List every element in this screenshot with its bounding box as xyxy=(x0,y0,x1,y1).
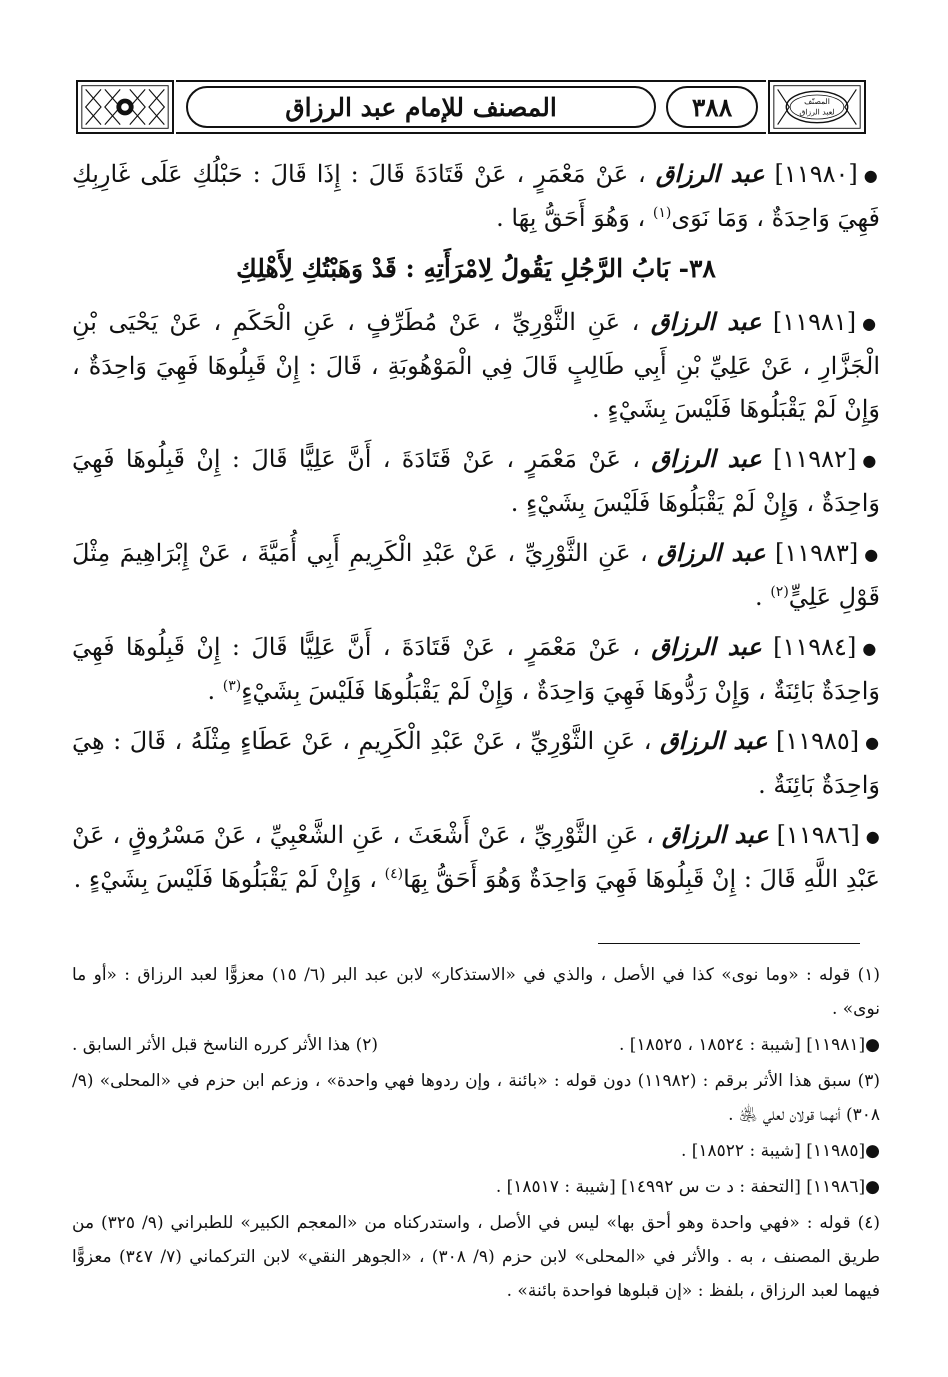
footnote-ref: (١) xyxy=(652,205,672,221)
hadith-entry: ●[١١٩٨٥] عبد الرزاق ، عَنِ الثَّوْرِيِّ ، عَنْ عَبْدِ الْكَرِيمِ ، عَنْ عَطَاءٍ مِثْلَهُ ، قَالَ : هِيَ وَاحِدَةٌ بَائِنَةٌ . xyxy=(72,726,880,799)
narrator-name: عبد الرزاق xyxy=(659,726,768,755)
hadith-entry: ●[١١٩٨٤] عبد الرزاق ، عَنْ مَعْمَرٍ ، عَنْ قَتَادَةَ ، أَنَّ عَلِيًّا قَالَ : إِنْ قَبِلُوهَا فَهِيَ وَاحِدَةٌ بَائِنَةٌ ، وَإِنْ رَدُّوهَا فَهِيَ وَاحِدَةٌ ، وَإِنْ لَمْ يَقْبَلُوهَا فَلَيْسَ بِشَيْءٍ$^{(٣)}$ . xyxy=(72,632,880,705)
footnote-ref: (٣) xyxy=(222,678,242,694)
emblem-seal-icon xyxy=(768,80,866,134)
narrator-name: عبد الرزاق xyxy=(655,159,765,188)
footnote-ref: (٢) xyxy=(770,584,789,600)
header-frame xyxy=(176,80,766,134)
footnotes xyxy=(72,958,880,1310)
footnote-divider xyxy=(598,943,860,944)
running-title: المصنف للإمام عبد الرزاق xyxy=(186,86,656,128)
footnote-4: (٤) قوله : «فهي واحدة وهو أحق بها» ليس في الأصل ، واستدركناه من «المعجم الكبير» للطبراني (٩/ ٣٢٥) من طريق المصنف ، به . والأثر في «المحلى» لابن حزم (٩/ ٣٠٨) ، «الجوهر النقي» لابن التركماني (٧/ ٣٤٧) معزوًّا فيهما لعبد الرزاق ، بلفظ : «إن قبلوها فواحدة بائنة» . xyxy=(72,1213,880,1301)
footnote-row xyxy=(72,1028,880,1062)
page-number: ٣٨٨ xyxy=(666,86,758,128)
hadith-entry: ●[١١٩٨١] عبد الرزاق ، عَنِ الثَّوْرِيِّ ، عَنْ مُطَرِّفٍ ، عَنِ الْحَكَمِ ، عَنْ يَحْيَى بْنِ الْجَزَّارِ ، عَنْ عَلِيِّ بْنِ أَبِي طَالِبٍ قَالَ فِي الْمَوْهُوبَةِ ، قَالَ : إِنْ قَبِلُوهَا فَهِيَ وَاحِدَةٌ ، وَإِنْ لَمْ يَقْبَلُوهَا فَلَيْسَ بِشَيْءٍ . xyxy=(72,307,880,423)
hadith-entry: ●[١١٩٨٦] عبد الرزاق ، عَنِ الثَّوْرِيِّ ، عَنْ أَشْعَثَ ، عَنِ الشَّعْبِيِّ ، عَنْ مَسْرُوقٍ ، عَنْ عَبْدِ اللَّهِ قَالَ : إِنْ قَبِلُوهَا فَهِيَ وَاحِدَةٌ وَهُوَ أَحَقُّ بِهَا$^{(٤)}$ ، وَإِنْ لَمْ يَقْبَلُوهَا فَلَيْسَ بِشَيْءٍ . xyxy=(72,820,880,893)
narrator-name: عبد الرزاق xyxy=(651,444,762,473)
footnote-1: (١) قوله : «وما نوى» كذا في الأصل ، والذي في «الاستذكار» لابن عبد البر (٦/ ١٥) معزوًّا لعبد الرزاق : «أو ما نوى» . xyxy=(72,965,881,1019)
source-ref-11985: ●[١١٩٨٥] [شيبة : ١٨٥٢٢] . xyxy=(680,1141,880,1161)
left-ornament-icon xyxy=(76,80,174,134)
chapter-heading: ٣٨- بَابُ الرَّجُلِ يَقُولُ لِامْرَأَتِهِ : قَدْ وَهَبْتُكِ لِأَهْلِكِ xyxy=(236,254,716,283)
svg-text:المصنّف: المصنّف xyxy=(804,97,830,107)
narrator-name: عبد الرزاق xyxy=(657,538,766,567)
footnote-2: (٢) هذا الأثر كرره الناسخ قبل الأثر السابق . xyxy=(72,1035,379,1055)
narrator-name: عبد الرزاق xyxy=(661,820,769,849)
hadith-entry: ●[١١٩٨٠] عبد الرزاق ، عَنْ مَعْمَرٍ ، عَنْ قَتَادَةَ قَالَ : إِذَا قَالَ : حَبْلُكِ عَلَى غَارِبِكِ فَهِيَ وَاحِدَةٌ ، وَمَا نَوَى$^{(١)}$ ، وَهُوَ أَحَقُّ بِهَا . xyxy=(72,159,880,232)
main-text xyxy=(72,152,880,907)
narrator-name: عبد الرزاق xyxy=(650,307,762,336)
hadith-entry: ●[١١٩٨٢] عبد الرزاق ، عَنْ مَعْمَرٍ ، عَنْ قَتَادَةَ ، أَنَّ عَلِيًّا قَالَ : إِنْ قَبِلُوهَا فَهِيَ وَاحِدَةٌ ، وَإِنْ لَمْ يَقْبَلُوهَا فَلَيْسَ بِشَيْءٍ . xyxy=(72,444,880,517)
footnote-ref: (٤) xyxy=(384,866,404,882)
hadith-entry: ●[١١٩٨٣] عبد الرزاق ، عَنِ الثَّوْرِيِّ ، عَنْ عَبْدِ الْكَرِيمِ أَبِي أُمَيَّةَ ، عَنْ إِبْرَاهِيمَ مِثْلَ قَوْلِ عَلِيٍّ$^{(٢)}$ . xyxy=(72,538,880,611)
running-header xyxy=(76,78,866,138)
footnote-3: (٣) سبق هذا الأثر برقم : (١١٩٨٢) دون قوله : «بائنة ، وإن ردوها فهي واحدة» ، وزعم ابن حزم في «المحلى» (٩/ ٣٠٨) أنهما قولان لعلي ﵁ . xyxy=(72,1071,880,1125)
source-ref-11986: ●[١١٩٨٦] [التحفة : د ت س ١٤٩٩٢] [شيبة : ١٨٥١٧] . xyxy=(495,1177,880,1197)
narrator-name: عبد الرزاق xyxy=(651,632,762,661)
source-ref-11981: ●[١١٩٨١] [شيبة : ١٨٥٢٤ ، ١٨٥٢٥] . xyxy=(618,1035,880,1055)
svg-text:لعبد الرزاق: لعبد الرزاق xyxy=(799,107,835,117)
